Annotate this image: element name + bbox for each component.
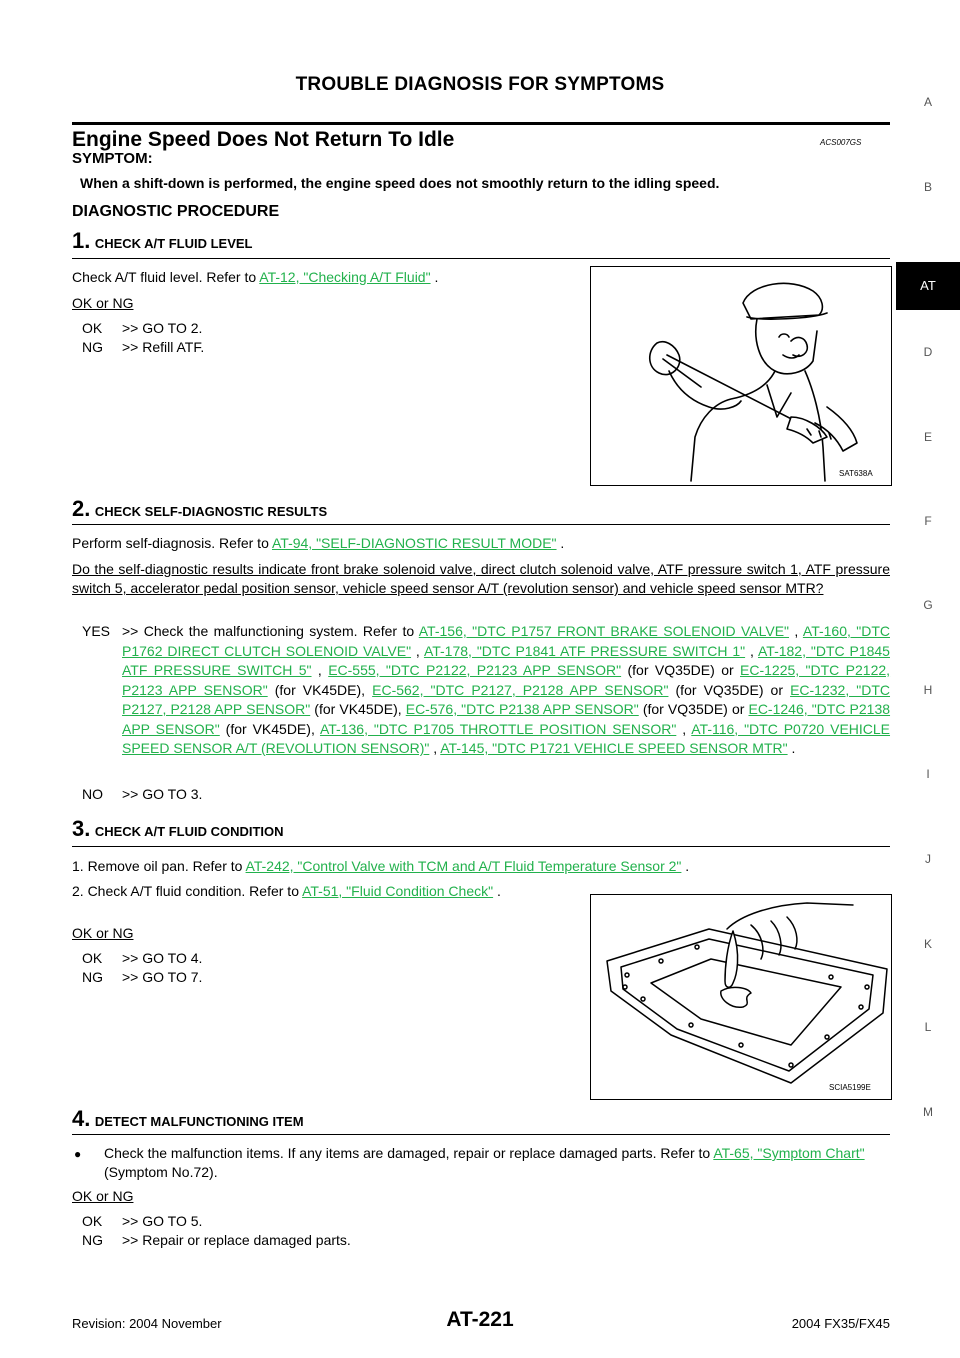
footer-revision: Revision: 2004 November [72,1316,222,1331]
oil-pan-illustration [591,895,891,1099]
procedure-heading: DIAGNOSTIC PROCEDURE [72,203,280,220]
step-4-okng: OK or NG [72,1188,134,1204]
step-3-header [72,816,284,842]
section-title: Engine Speed Does Not Return To Idle [72,128,455,151]
step-2-rule [72,524,890,525]
step-3-item-1-text: 1. Remove oil pan. Refer to [72,858,246,874]
or: or [721,662,734,678]
side-tab-d[interactable]: D [923,345,933,359]
step-2-header [72,496,327,522]
step-4-ng-key: NG [82,1232,103,1248]
side-tab-i[interactable]: I [926,767,930,781]
step-1-ok-text: >> GO TO 2. [122,320,203,336]
sep: , [789,623,803,639]
step-3-item-2 [72,882,584,901]
ref-link-ec1246[interactable]: EC-1246, "DTC P2138 APP SENSOR" [122,701,891,737]
end: . [787,740,796,756]
step-2-no-key: NO [82,786,103,802]
engine-vq: (for VQ35DE) [627,662,715,678]
step-3-ok-key: OK [82,950,103,966]
step-2-yes-body: >> Check the malfunctioning system. Refer to AT-156, "DTC P1757 FRONT BRAKE SOLENOID VALVE" , AT-160, "DTC P1762 DIRECT CLUTCH SOLENOID VALVE" , AT-178, "DTC P1841 ATF PRESSURE SWITCH 1" , AT-182, "DTC P1845 ATF PRESSURE SWITCH 5" , EC-555, "DTC P2122, P2123 APP SENSOR" (for VQ35DE) or EC-1225, "DTC P2122, P2123 APP SENSOR" (for VK45DE), EC-562, "DTC P2127, P2128 APP SENSOR" (for VQ35DE) or EC-1232, "DTC P2127, P2128 APP SENSOR" (for VK45DE), EC-576, "DTC P2138 APP SENSOR" (for VQ35DE) or EC-1246, "DTC P2138 APP SENSOR" (for VK45DE), AT-136, "DTC P1705 THROTTLE POSITION SENSOR" , AT-116, "DTC P0720 VEHICLE SPEED SENSOR A/T (REVOLUTION SENSOR)" , AT-145, "DTC P1721 VEHICLE SPEED SENSOR MTR" . [122,623,891,756]
ref-link-at178[interactable]: AT-178, "DTC P1841 ATF PRESSURE SWITCH 1" [423,642,746,659]
step-3-item-2-text: 2. Check A/T fluid condition. Refer to [72,883,303,899]
step-4-link[interactable]: AT-65, "Symptom Chart" [713,1145,865,1161]
step-2-yes-prefix: >> Check the malfunctioning system. Refer to [122,623,419,639]
step-1-title: CHECK A/T FLUID LEVEL [94,236,253,251]
engine-vk: (for VK45DE) [274,681,362,698]
side-index [896,0,960,1000]
step-4-ng-text: >> Repair or replace damaged parts. [122,1232,351,1248]
step-1-ng-key: NG [82,339,103,355]
side-tab-a[interactable]: A [923,95,932,109]
step-4-text-end: (Symptom No.72). [104,1164,218,1180]
step-3-title: CHECK A/T FLUID CONDITION [94,824,284,839]
step-2-text-end: . [556,535,565,551]
sep: , [745,642,758,659]
step-4-number: 4. [72,1106,91,1131]
ref-link-at156[interactable]: AT-156, "DTC P1757 FRONT BRAKE SOLENOID VALVE" [418,623,790,639]
step-1-instruction [72,268,438,287]
step-4-bullet-text [104,1144,890,1182]
ref-link-at145[interactable]: AT-145, "DTC P1721 VEHICLE SPEED SENSOR MTR" [440,740,788,756]
step-1-text-end: . [430,269,439,285]
sep: , [411,642,424,659]
figure-mechanic-dipstick [590,266,892,486]
step-3-ok-text: >> GO TO 4. [122,950,203,966]
ref-link-ec1225[interactable]: EC-1225, "DTC P2122, P2123 APP SENSOR" [122,662,891,698]
step-3-ng-text: >> GO TO 7. [122,969,203,985]
symptom-heading: SYMPTOM: [72,150,153,167]
step-4-title: DETECT MALFUNCTIONING ITEM [94,1114,304,1129]
step-1-text: Check A/T fluid level. Refer to [72,269,260,285]
side-tab-m[interactable]: M [923,1105,933,1119]
ref-link-at116[interactable]: AT-116, "DTC P0720 VEHICLE SPEED SENSOR A/T (REVOLUTION SENSOR)" [122,720,891,756]
step-1-number: 1. [72,228,91,253]
footer-page-number: AT-221 [446,1308,514,1331]
figure-2-label: SCIA5199E [829,1083,871,1092]
or: or [731,701,745,717]
ref-link-at136[interactable]: AT-136, "DTC P1705 THROTTLE POSITION SENSOR" [319,720,677,737]
side-tab-l[interactable]: L [924,1020,932,1034]
mechanic-illustration [591,267,891,485]
step-3-ng-key: NG [82,969,103,985]
step-4-text: Check the malfunction items. If any items are damaged, repair or replace damaged parts. Refer to [104,1145,714,1161]
symptom-text: When a shift-down is performed, the engine speed does not smoothly return to the idling speed. [80,175,720,191]
engine-vq: (for VQ35DE) [675,681,764,698]
step-1-header [72,228,253,254]
step-3-okng: OK or NG [72,925,134,941]
or: or [770,681,783,698]
step-1-okng: OK or NG [72,295,134,311]
sep: , [429,740,441,756]
step-3-number: 3. [72,816,91,841]
step-1-rule [72,258,890,259]
step-4-ok-text: >> GO TO 5. [122,1213,203,1229]
step-2-title: CHECK SELF-DIAGNOSTIC RESULTS [94,504,328,519]
ref-link-at182[interactable]: AT-182, "DTC P1845 ATF PRESSURE SWITCH 5" [122,642,890,678]
step-3-item-2-end: . [493,883,501,899]
step-2-instruction [72,534,564,553]
page-header-title: TROUBLE DIAGNOSIS FOR SYMPTOMS [295,74,665,95]
footer-model: 2004 FX35/FX45 [791,1316,890,1331]
step-1-ng-text: >> Refill ATF. [122,339,205,355]
side-tab-e[interactable]: E [923,430,932,444]
sep: , [311,662,329,678]
side-tab-b[interactable]: B [923,180,932,194]
step-2-link[interactable]: AT-94, "SELF-DIAGNOSTIC RESULT MODE" [271,535,557,551]
ref-link-ec562[interactable]: EC-562, "DTC P2127, P2128 APP SENSOR" [372,681,669,698]
step-3-rule [72,846,890,847]
sep: , [676,720,692,737]
ref-link-at160[interactable]: AT-160, "DTC P1762 DIRECT CLUTCH SOLENOID VALVE" [122,623,890,659]
engine-vk: (for VK45DE) [225,720,311,737]
step-2-number: 2. [72,496,91,521]
side-tab-j[interactable]: J [925,852,931,866]
side-tab-g[interactable]: G [923,598,933,612]
side-tab-f[interactable]: F [924,514,932,528]
step-4-header [72,1106,304,1132]
step-4-rule [72,1134,890,1135]
ref-link-ec1232[interactable]: EC-1232, "DTC P2127, P2128 APP SENSOR" [122,681,891,717]
section-code: ACS007GS [820,138,862,147]
step-3-item-1 [72,857,689,876]
figure-oil-pan [590,894,892,1100]
side-tab-k[interactable]: K [923,937,932,951]
step-2-question: Do the self-diagnostic results indicate front brake solenoid valve, direct clutch solenoid valve, ATF pressure switch 1, ATF pressure switch 5, accelerator pedal position sensor, vehicle speed sensor A/T (revolution sensor) and vehicle speed sensor MTR? [72,561,890,596]
figure-1-label: SAT638A [839,469,873,478]
side-tab-h[interactable]: H [923,683,933,697]
engine-vk: (for VK45DE) [314,701,398,717]
step-1-ok-key: OK [82,320,103,336]
step-3-item-1-link[interactable]: AT-242, "Control Valve with TCM and A/T Fluid Temperature Sensor 2" [245,858,682,874]
step-4-ok-key: OK [82,1213,103,1229]
step-2-text: Perform self-diagnosis. Refer to [72,535,272,551]
ref-link-ec555[interactable]: EC-555, "DTC P2122, P2123 APP SENSOR" [328,662,622,678]
step-1-link[interactable]: AT-12, "Checking A/T Fluid" [259,269,431,285]
side-tab-at-active[interactable]: AT [896,262,960,310]
bullet-icon: ● [74,1147,82,1161]
ref-link-ec576[interactable]: EC-576, "DTC P2138 APP SENSOR" [405,701,639,717]
step-2-no-text: >> GO TO 3. [122,786,203,802]
engine-vq: (for VQ35DE) [642,701,728,717]
step-3-item-2-link[interactable]: AT-51, "Fluid Condition Check" [302,883,494,899]
step-2-yes-key: YES [82,623,111,639]
step-3-item-1-end: . [681,858,690,874]
header-rule [72,122,890,125]
